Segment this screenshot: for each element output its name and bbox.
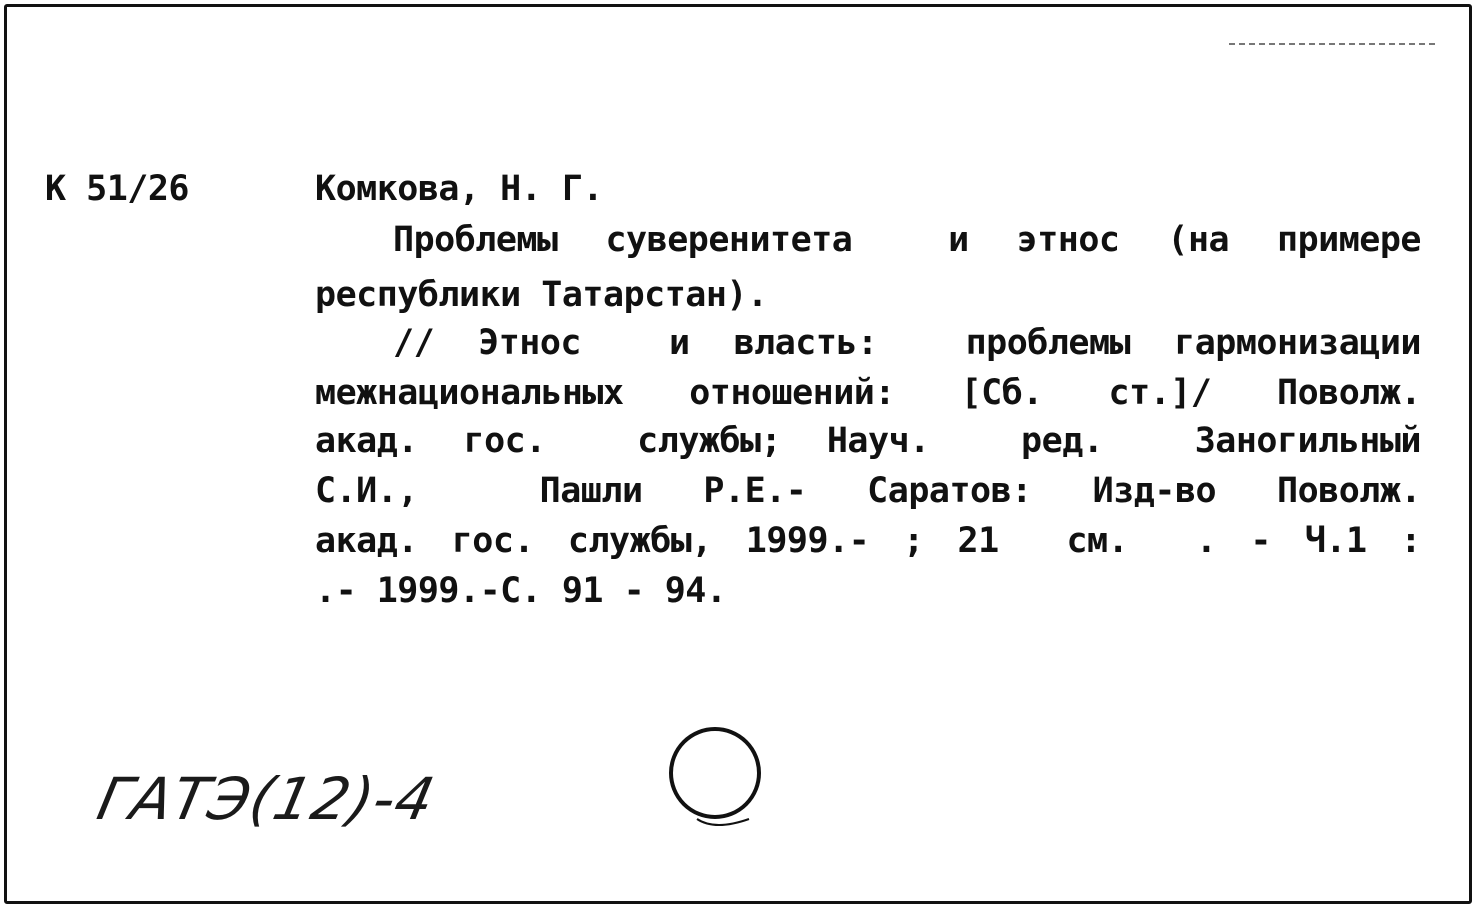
description-line: акад. гос. службы, 1999.- ; 21 см. . - Ч.1 : xyxy=(315,521,1421,561)
description-line: .- 1999.-С. 91 - 94. xyxy=(315,571,727,611)
handwritten-code: ГАТЭ(12)-4 xyxy=(91,765,442,833)
description-line: Проблемы суверенитета и этнос (на примере xyxy=(393,220,1421,260)
description-line: республики Татарстан). xyxy=(315,275,768,315)
description-line: // Этнос и власть: проблемы гармонизации xyxy=(393,323,1421,363)
description-line: межнациональных отношений: [Сб. ст.]/ Поволж. xyxy=(315,373,1421,413)
circle-stamp-icon xyxy=(667,719,767,840)
description-line: акад. гос. службы; Науч. ред. Заногильный xyxy=(315,421,1421,461)
shelf-mark: К 51/26 xyxy=(45,169,190,209)
description-line: С.И., Пашли Р.Е.- Саратов: Изд-во Поволж. xyxy=(315,471,1421,511)
author-name: Комкова, Н. Г. xyxy=(315,169,604,209)
catalog-card xyxy=(4,4,1472,904)
top-dash-mark xyxy=(1229,43,1435,47)
